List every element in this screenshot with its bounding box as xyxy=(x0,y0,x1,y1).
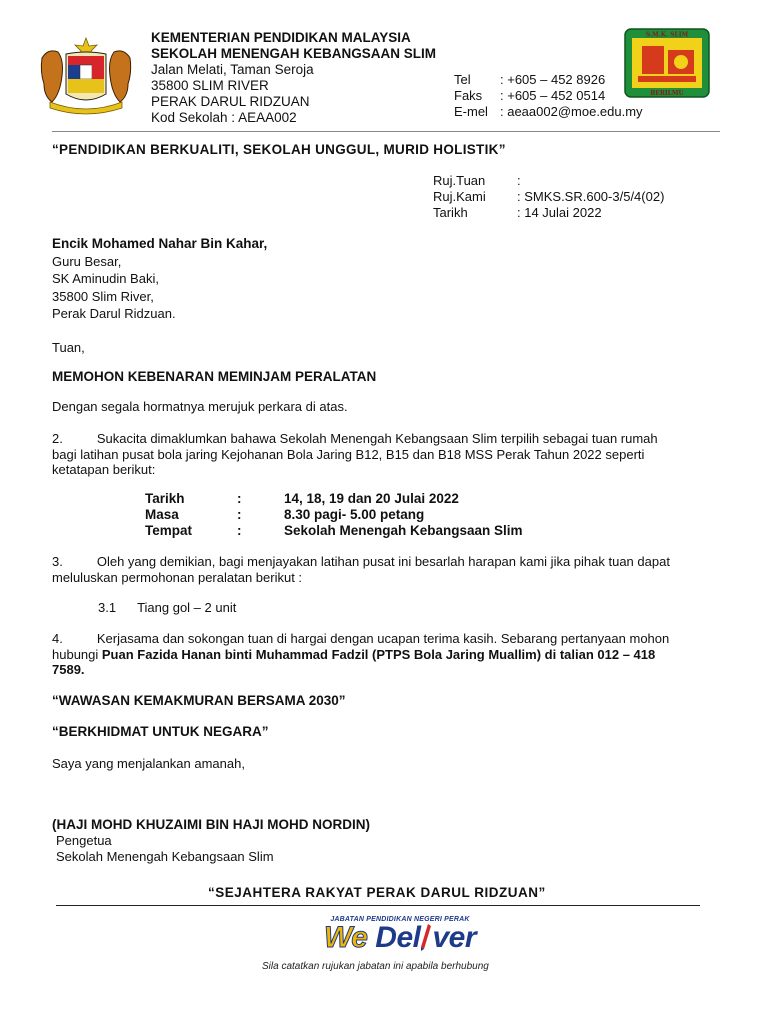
fax-value: : +605 – 452 0514 xyxy=(500,88,606,103)
slogan-berkhidmat: “BERKHIDMAT UNTUK NEGARA” xyxy=(52,724,269,739)
fax-row xyxy=(454,88,643,104)
address-line-2: 35800 SLIM RIVER xyxy=(151,78,269,93)
details-separator: : xyxy=(237,507,242,522)
header-divider xyxy=(52,131,720,132)
details-value: 8.30 pagi- 5.00 petang xyxy=(284,507,425,522)
paragraph-4-number: 4. xyxy=(52,631,63,646)
we-deliver-logo xyxy=(290,916,510,953)
tel-value: : +605 – 452 8926 xyxy=(500,72,606,87)
school-name: SEKOLAH MENENGAH KEBANGSAAN SLIM xyxy=(151,46,437,61)
details-separator: : xyxy=(237,523,242,538)
tarikh-row xyxy=(433,205,664,221)
footer-motto: “SEJAHTERA RAKYAT PERAK DARUL RIDZUAN” xyxy=(208,885,546,900)
ruj-tuan-row xyxy=(433,173,664,189)
details-value: 14, 18, 19 dan 20 Julai 2022 xyxy=(284,491,459,506)
slogan-wawasan: “WAWASAN KEMAKMURAN BERSAMA 2030” xyxy=(52,693,346,708)
paragraph-4 xyxy=(52,631,742,678)
tarikh-label: Tarikh xyxy=(433,205,468,220)
email-row xyxy=(454,104,643,120)
details-separator: : xyxy=(237,491,242,506)
contact-person: Puan Fazida Hanan binti Muhammad Fadzil (PTPS Bola Jaring Muallim) di talian 012 – 418 xyxy=(101,646,656,662)
intro-paragraph: Dengan segala hormatnya merujuk perkara di atas. xyxy=(52,399,348,414)
recipient-line-2: SK Aminudin Baki, xyxy=(52,271,159,286)
closing-line: Saya yang menjalankan amanah, xyxy=(52,756,245,771)
recipient-name: Encik Mohamed Nahar Bin Kahar, xyxy=(52,236,268,251)
ruj-tuan-value: : xyxy=(517,173,521,188)
paragraph-4-line-2: hubungi xyxy=(52,646,102,662)
we-deliver-wordmark xyxy=(290,923,510,953)
recipient-line-4: Perak Darul Ridzuan. xyxy=(52,306,176,321)
paragraph-2 xyxy=(52,431,732,478)
details-row xyxy=(145,491,523,507)
school-logo xyxy=(624,28,710,98)
details-label: Masa xyxy=(145,507,179,522)
paragraph-3 xyxy=(52,554,732,585)
dept-name: JABATAN PENDIDIKAN NEGERI PERAK xyxy=(330,916,470,923)
logo-text-bottom: BERILMU xyxy=(650,90,684,97)
paragraph-2-line-2: bagi latihan pusat bola jaring Kejohanan Bola Jaring B12, B15 dan B18 MSS Perak Tahun 2022 seperti xyxy=(52,446,645,462)
paragraph-3-line-2: meluluskan permohonan peralatan berikut : xyxy=(52,569,303,585)
ruj-kami-value: : SMKS.SR.600-3/5/4(02) xyxy=(517,189,665,204)
item-text: Tiang gol – 2 unit xyxy=(137,600,237,615)
details-row xyxy=(145,507,523,523)
address-line-3: PERAK DARUL RIDZUAN xyxy=(151,94,310,109)
tel-label: Tel xyxy=(454,72,471,87)
item-number: 3.1 xyxy=(98,600,117,615)
paragraph-2-line-3: ketatapan berikut: xyxy=(52,462,156,477)
paragraph-2-number: 2. xyxy=(52,431,63,446)
details-label: Tarikh xyxy=(145,491,185,506)
ruj-tuan-label: Ruj.Tuan xyxy=(433,173,486,188)
salutation: Tuan, xyxy=(52,340,85,355)
signatory-school: Sekolah Menengah Kebangsaan Slim xyxy=(56,849,274,864)
details-table xyxy=(145,491,523,539)
signatory-name: (HAJI MOHD KHUZAIMI BIN HAJI MOHD NORDIN) xyxy=(52,817,370,832)
email-label: E-mel xyxy=(454,104,488,119)
details-label: Tempat xyxy=(145,523,193,538)
recipient-block xyxy=(52,235,267,323)
brand-we: We xyxy=(323,921,368,954)
item-3-1 xyxy=(98,600,236,615)
paragraph-3-number: 3. xyxy=(52,554,63,569)
recipient-line-1: Guru Besar, xyxy=(52,253,122,269)
fax-label: Faks xyxy=(454,88,483,103)
ruj-kami-row xyxy=(433,189,664,205)
paragraph-4-line-1: Kerjasama dan sokongan tuan di hargai dengan ucapan terima kasih. Sebarang pertanyaan mohon xyxy=(96,631,670,646)
footer-divider xyxy=(56,905,700,906)
email-value: : aeaa002@moe.edu.my xyxy=(500,104,643,119)
pencil-icon xyxy=(420,923,432,951)
tel-row xyxy=(454,72,643,88)
malaysia-coat-of-arms-logo xyxy=(36,36,136,116)
letter-subject: MEMOHON KEBENARAN MEMINJAM PERALATAN xyxy=(52,369,377,384)
tarikh-value: : 14 Julai 2022 xyxy=(517,205,602,220)
address-line-1: Jalan Melati, Taman Seroja xyxy=(151,62,314,77)
school-motto: “PENDIDIKAN BERKUALITI, SEKOLAH UNGGUL, MURID HOLISTIK” xyxy=(52,142,506,157)
signatory-title: Pengetua xyxy=(56,833,112,848)
details-value: Sekolah Menengah Kebangsaan Slim xyxy=(284,523,523,538)
contact-number-end: 7589. xyxy=(52,662,85,677)
ruj-kami-label: Ruj.Kami xyxy=(433,189,486,204)
school-code: Kod Sekolah : AEAA002 xyxy=(151,110,297,125)
brand-ver: ver xyxy=(432,921,477,954)
reference-note: Sila catatkan rujukan jabatan ini apabila berhubung xyxy=(262,961,489,972)
brand-del: Del xyxy=(375,921,421,954)
paragraph-3-line-1: Oleh yang demikian, bagi menjayakan latihan pusat ini besarlah harapan kami jika pihak tuan dapat xyxy=(96,554,670,569)
recipient-line-3: 35800 Slim River, xyxy=(52,288,154,304)
paragraph-2-line-1: Sukacita dimaklumkan bahawa Sekolah Menengah Kebangsaan Slim terpilih sebagai tuan rumah xyxy=(96,431,658,446)
ministry-name: KEMENTERIAN PENDIDIKAN MALAYSIA xyxy=(151,30,411,45)
logo-text-top: S.M.K. SLIM xyxy=(645,31,689,39)
details-row xyxy=(145,523,523,539)
